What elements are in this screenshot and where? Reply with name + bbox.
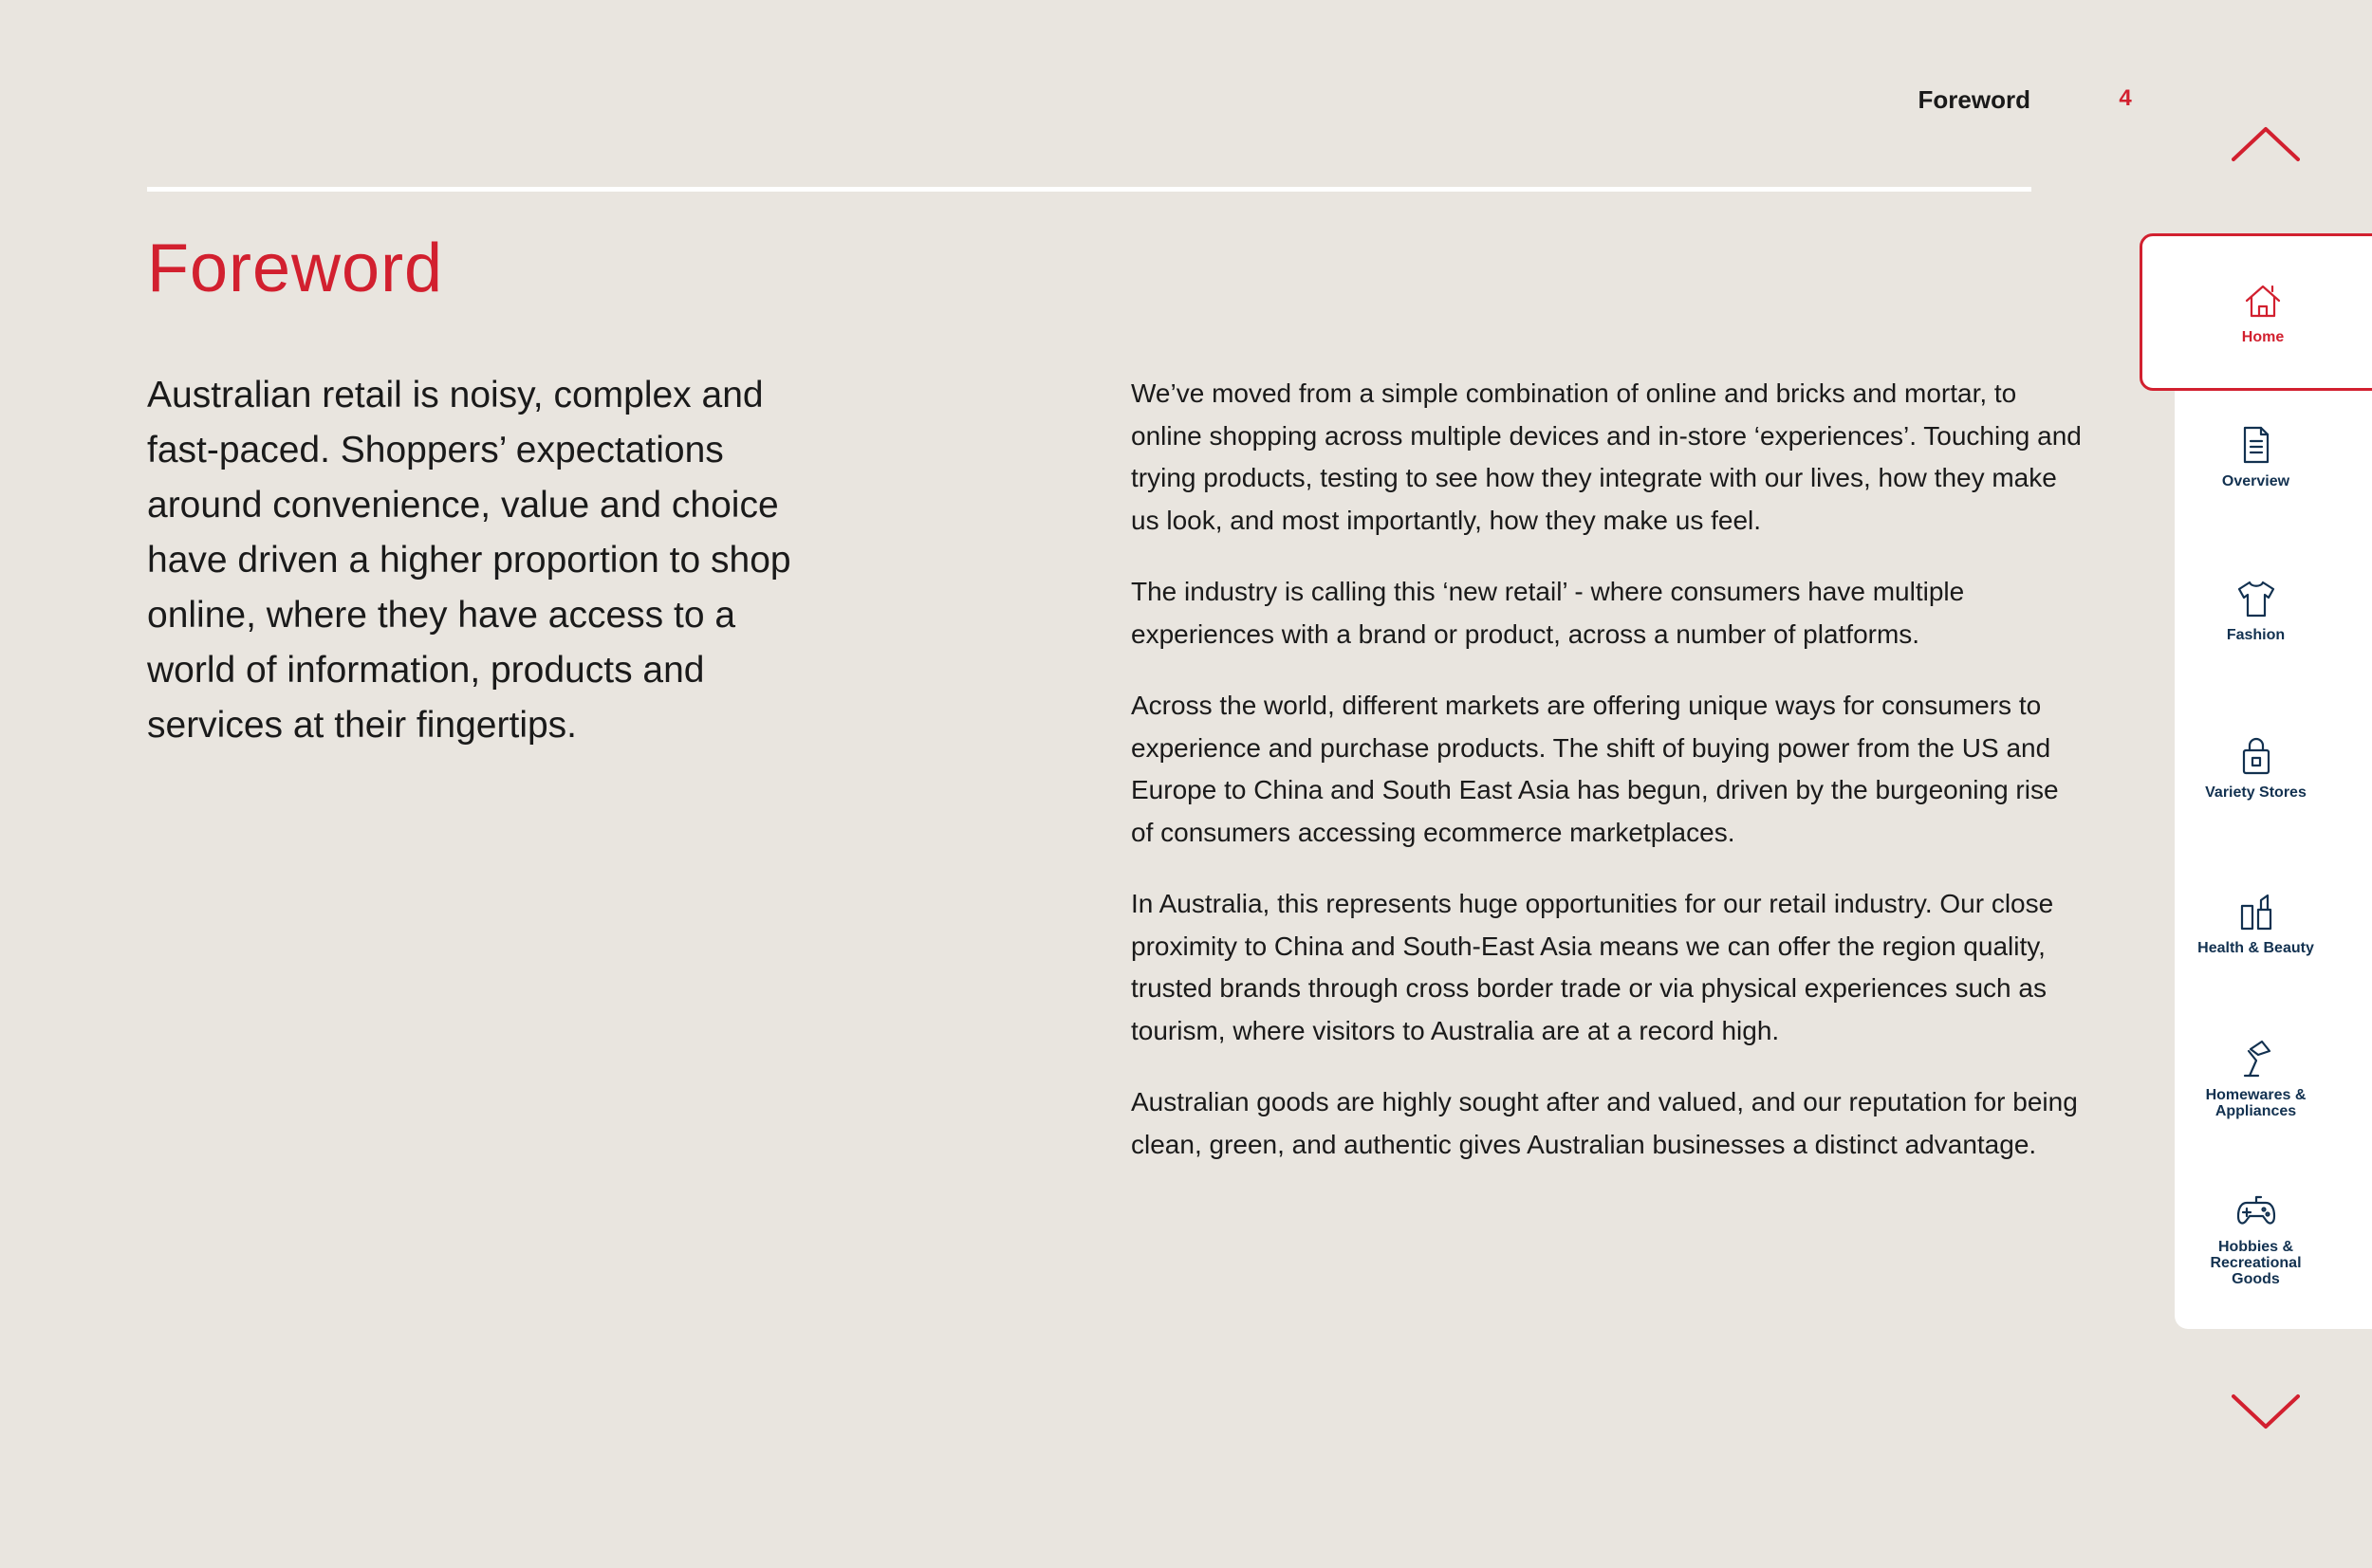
nav-item-label: Home xyxy=(2241,328,2285,345)
tshirt-icon xyxy=(2235,578,2277,619)
chevron-up-icon[interactable] xyxy=(2232,125,2300,163)
body-paragraph: Across the world, different markets are offering unique ways for consumers to experience and purchase products. The shift of buying power from the US and Europe to China and South East Asia has begun, driven by the burgeoning rise of consumers accessing ecommerce marketplaces. xyxy=(1131,691,2059,847)
cosmetics-icon xyxy=(2235,891,2277,932)
intro-text: Australian retail is noisy, complex and fast-paced. Shoppers’ expectations around convenience, value and choice have driven a higher proportion to shop online, where they have access to a world of information, products and services at their fingertips. xyxy=(147,375,791,746)
nav-item-fashion[interactable] xyxy=(2140,539,2372,681)
body-paragraph: Australian goods are highly sought after and valued, and our reputation for being clean, green, and authentic gives Australian businesses a distinct advantage. xyxy=(1131,1087,2078,1159)
nav-item-variety-stores[interactable] xyxy=(2140,696,2372,839)
chevron-down-icon[interactable] xyxy=(2232,1393,2300,1430)
nav-item-home[interactable] xyxy=(2140,233,2372,391)
page-title: Foreword xyxy=(147,231,444,306)
nav-item-hobbies-recreational[interactable] xyxy=(2140,1167,2372,1309)
gamepad-icon xyxy=(2235,1190,2277,1231)
nav-item-label: Homewares & Appliances xyxy=(2205,1087,2307,1119)
nav-item-health-beauty[interactable] xyxy=(2140,852,2372,994)
lamp-icon xyxy=(2235,1038,2277,1079)
document-icon xyxy=(2235,424,2277,466)
nav-item-overview[interactable] xyxy=(2140,385,2372,527)
body-paragraph: In Australia, this represents huge opportunities for our retail industry. Our close proximity to China and South-East Asia means we can offer the region quality, trusted brands through cross border trade or via physical experiences such as tourism, where visitors to Australia are at a record high. xyxy=(1131,889,2054,1045)
nav-item-label: Hobbies & Recreational Goods xyxy=(2210,1238,2302,1287)
nav-item-label: Overview xyxy=(2221,472,2290,489)
section-title: Foreword xyxy=(1918,85,2030,114)
header-divider xyxy=(147,187,2031,192)
nav-item-label: Variety Stores xyxy=(2205,784,2307,801)
home-icon xyxy=(2242,280,2284,322)
nav-item-homewares-appliances[interactable] xyxy=(2140,1007,2372,1150)
page-number: 4 xyxy=(2119,85,2132,111)
body-paragraph: We’ve moved from a simple combination of online and bricks and mortar, to online shopping across multiple devices and in-store ‘experiences’. Touching and trying products, testing to see how they integrate with our lives, how they make us look, and most importantly, how they make us feel. xyxy=(1131,378,2082,535)
bag-icon xyxy=(2235,735,2277,777)
body-column xyxy=(1131,373,2085,1195)
nav-item-label: Fashion xyxy=(2226,626,2286,643)
body-paragraph: The industry is calling this ‘new retail’ - where consumers have multiple experiences with a brand or product, across a number of platforms. xyxy=(1131,577,1965,649)
nav-item-label: Health & Beauty xyxy=(2197,939,2314,956)
